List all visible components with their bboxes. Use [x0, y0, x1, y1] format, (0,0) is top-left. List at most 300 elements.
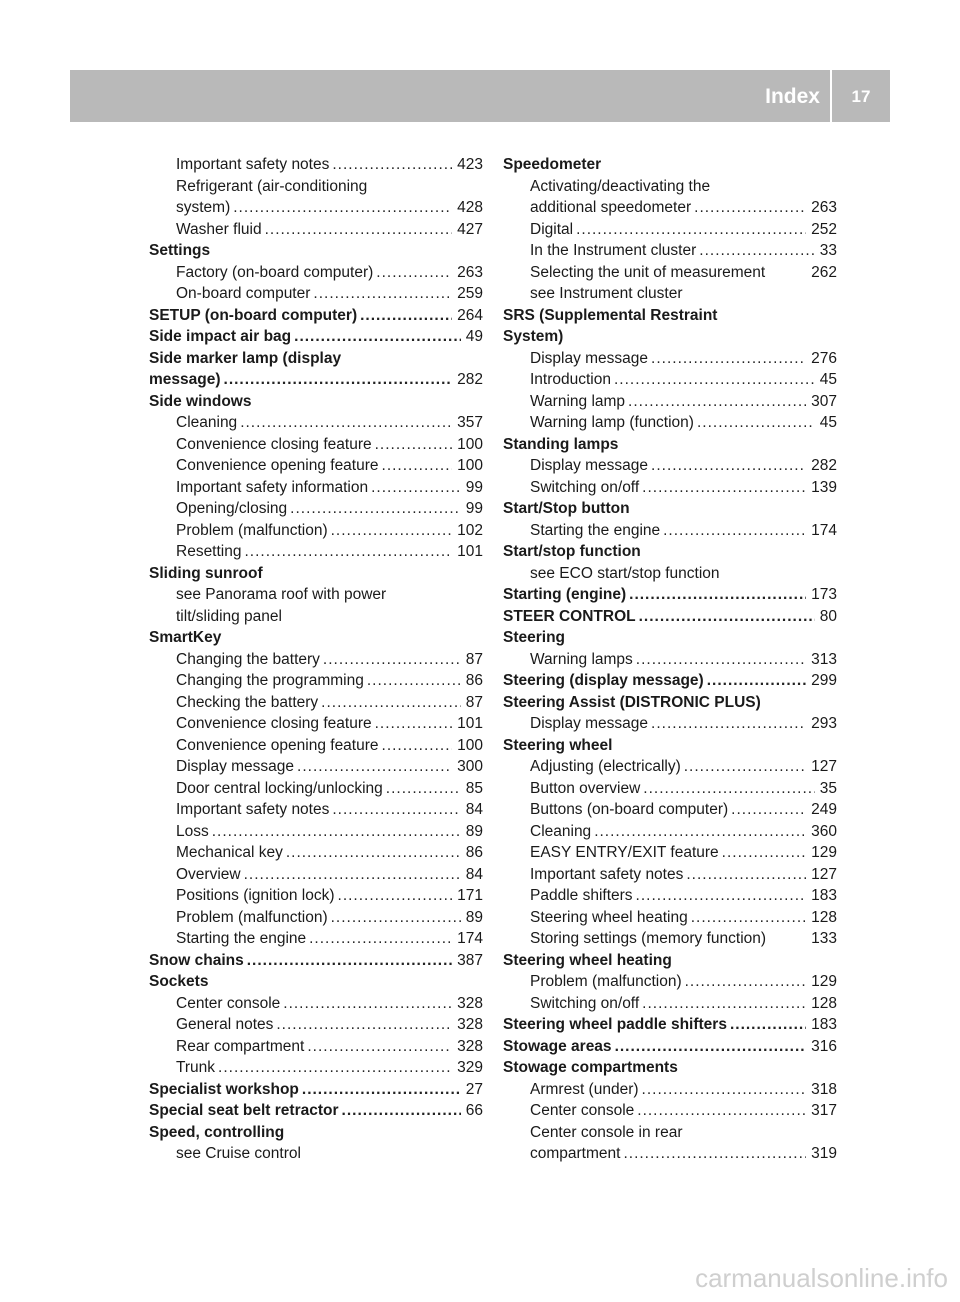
index-entry-page: 133: [811, 930, 837, 947]
index-entry-label: Center console in rear: [530, 1123, 683, 1141]
index-entry-page: 328: [457, 1016, 483, 1033]
index-entry-label: Buttons (on-board computer): [530, 801, 729, 818]
index-entry-label: Convenience closing feature: [176, 715, 372, 732]
index-entry-page: 262: [811, 263, 837, 281]
index-entry: [503, 1100, 837, 1122]
index-entry-label: Steering wheel: [503, 736, 613, 754]
dot-leader: [331, 520, 453, 542]
index-entry-page: 174: [457, 930, 483, 947]
dot-leader: [651, 455, 806, 477]
index-entry-label: Mechanical key: [176, 844, 283, 861]
dot-leader: [651, 713, 806, 735]
index-entry-label: Introduction: [530, 371, 611, 388]
index-entry-label: Switching on/off: [530, 994, 640, 1012]
index-entry: [503, 1079, 837, 1101]
index-entry-page: 129: [811, 973, 837, 990]
index-entry-page: 387: [457, 951, 483, 969]
index-entry-label: Starting the engine: [530, 521, 661, 539]
index-entry-label: Selecting the unit of measurement: [530, 263, 766, 281]
index-entry-label: Start/Stop button: [503, 500, 630, 517]
index-entry-page: 101: [457, 715, 483, 732]
index-entry-label: Changing the programming: [176, 672, 364, 689]
index-entry: [149, 283, 483, 305]
index-entry-label: STEER CONTROL: [503, 607, 636, 625]
index-entry: [149, 1143, 483, 1165]
dot-leader: [233, 197, 452, 219]
page-number: 17: [851, 87, 871, 106]
dot-leader: [707, 670, 806, 692]
index-entry-label: Convenience closing feature: [176, 435, 372, 453]
index-entry-page: 259: [457, 285, 483, 302]
dot-leader: [321, 692, 461, 714]
index-entry: [503, 176, 837, 198]
dot-leader: [636, 649, 806, 671]
index-entry: [149, 584, 483, 606]
index-entry-page: 328: [457, 1037, 483, 1055]
index-entry-label: Steering (display message): [503, 672, 704, 689]
index-entry: [149, 928, 483, 950]
index-entry: [149, 498, 483, 520]
index-entry: [503, 778, 837, 800]
index-entry: [503, 885, 837, 907]
index-entry-label: Important safety notes: [176, 156, 330, 173]
index-entry-page: 45: [819, 414, 837, 431]
index-entry-page: 139: [811, 478, 837, 496]
index-entry: [149, 563, 483, 585]
index-entry-label: In the Instrument cluster: [530, 242, 697, 259]
dot-leader: [628, 391, 806, 413]
index-entry-label: Checking the battery: [176, 693, 319, 711]
index-entry-page: 86: [465, 672, 483, 689]
index-entry-label: Sliding sunroof: [149, 564, 263, 582]
page-header-bar: [70, 70, 890, 122]
index-entry: [149, 369, 483, 391]
index-entry-page: 276: [811, 349, 837, 367]
index-entry-page: 86: [465, 844, 483, 861]
index-entry: [149, 455, 483, 477]
index-entry-label: Switching on/off: [530, 478, 640, 496]
index-entry-label: Problem (malfunction): [530, 973, 682, 990]
dot-leader: [212, 821, 461, 843]
index-entry-label: Cleaning: [530, 822, 592, 840]
index-entry-label: Start/stop function: [503, 543, 641, 560]
index-entry-page: 101: [457, 543, 483, 560]
index-entry-page: 87: [465, 693, 483, 711]
watermark: carmanualsonline.info: [695, 1263, 948, 1293]
index-entry: [149, 864, 483, 886]
index-entry-label: Center console: [530, 1102, 635, 1119]
dot-leader: [643, 778, 814, 800]
index-entry-label: Warning lamp (function): [530, 414, 694, 431]
index-entry-label: Loss: [176, 822, 209, 840]
index-entry-label: see Instrument cluster: [530, 285, 683, 302]
index-entry-page: 99: [465, 500, 483, 517]
index-entry-label: EASY ENTRY/EXIT feature: [530, 844, 719, 861]
index-entry: [503, 477, 837, 499]
dot-leader: [691, 907, 806, 929]
index-entry-page: 87: [465, 650, 483, 668]
dot-leader: [685, 971, 807, 993]
index-entry: [149, 391, 483, 413]
index-entry-label: Display message: [530, 349, 649, 367]
dot-leader: [642, 1079, 807, 1101]
index-entry-page: 317: [811, 1102, 837, 1119]
index-entry: [149, 240, 483, 262]
index-entry-label: Starting the engine: [176, 930, 307, 947]
index-entry-label: Refrigerant (air-conditioning: [176, 177, 368, 195]
index-entry-page: 307: [811, 392, 837, 410]
index-entry: [503, 563, 837, 585]
index-entry-label: Paddle shifters: [530, 887, 633, 904]
dot-leader: [313, 283, 452, 305]
dot-leader: [637, 1100, 806, 1122]
index-entry-label: Activating/deactivating the: [530, 177, 711, 195]
index-entry: [149, 907, 483, 929]
index-entry: [503, 1057, 837, 1079]
index-entry-label: Door central locking/unlocking: [176, 779, 383, 797]
index-entry-label: Snow chains: [149, 951, 244, 969]
index-entry-label: Convenience opening feature: [176, 736, 379, 754]
dot-leader: [375, 434, 453, 456]
dot-leader: [244, 541, 452, 563]
dot-leader: [240, 412, 452, 434]
index-entry-label: Problem (malfunction): [176, 521, 328, 539]
index-entry: [503, 348, 837, 370]
index-entry: [149, 627, 483, 649]
index-entry-label: Speedometer: [503, 156, 602, 173]
index-entry-page: 183: [811, 1016, 837, 1033]
index-entry-page: 427: [457, 220, 483, 238]
index-entry-label: Stowage compartments: [503, 1059, 678, 1076]
dot-leader: [338, 885, 453, 907]
dot-leader: [694, 197, 806, 219]
index-entry: [149, 692, 483, 714]
index-entry-label: Convenience opening feature: [176, 457, 379, 474]
index-entry-label: Digital: [530, 220, 574, 238]
dot-leader: [684, 756, 806, 778]
dot-leader: [686, 864, 806, 886]
index-entry: [503, 541, 837, 563]
index-entry-label: Warning lamps: [530, 650, 633, 668]
index-entry-label: see Panorama roof with power: [176, 586, 387, 603]
index-entry: [503, 369, 837, 391]
index-entry-page: 84: [465, 801, 483, 818]
index-entry: [503, 1036, 837, 1058]
index-entry-label: Side windows: [149, 392, 252, 410]
index-entry: [149, 176, 483, 198]
index-entry: [503, 842, 837, 864]
index-entry: [503, 154, 837, 176]
index-entry: [503, 606, 837, 628]
index-entry: [149, 197, 483, 219]
index-entry-label: Steering: [503, 629, 566, 646]
index-entry: [149, 971, 483, 993]
index-entry-label: Adjusting (electrically): [530, 758, 681, 775]
index-entry: [503, 649, 837, 671]
index-entry-label: additional speedometer: [530, 199, 692, 216]
index-entry-page: 99: [465, 478, 483, 496]
index-entry-label: Button overview: [530, 779, 641, 797]
index-entry: [149, 821, 483, 843]
dot-leader: [663, 520, 806, 542]
index-entry: [503, 283, 837, 305]
dot-leader: [342, 1100, 461, 1122]
index-entry-label: Important safety notes: [530, 865, 684, 883]
index-entry-label: Steering wheel heating: [503, 951, 672, 969]
dot-leader: [731, 799, 806, 821]
index-entry-label: Opening/closing: [176, 500, 288, 517]
index-entry: [149, 520, 483, 542]
dot-leader: [382, 455, 453, 477]
index-entry-label: Problem (malfunction): [176, 908, 328, 926]
index-entry-page: 128: [811, 908, 837, 926]
index-entry: [149, 713, 483, 735]
dot-leader: [615, 1036, 807, 1058]
index-entry-page: 313: [811, 650, 837, 668]
index-entry-label: system): [176, 199, 231, 216]
index-entry: [149, 1079, 483, 1101]
index-entry-label: General notes: [176, 1016, 274, 1033]
index-entry-page: 360: [811, 822, 837, 840]
dot-leader: [290, 498, 461, 520]
dot-leader: [642, 477, 806, 499]
index-entry: [149, 799, 483, 821]
index-entry: [149, 348, 483, 370]
index-entry-label: Cleaning: [176, 414, 238, 431]
index-entry-page: 173: [811, 586, 837, 603]
index-entry-page: 128: [811, 994, 837, 1012]
index-entry-label: Overview: [176, 865, 241, 883]
dot-leader: [286, 842, 461, 864]
index-entry: [503, 197, 837, 219]
index-entry-label: Steering Assist (DISTRONIC PLUS): [503, 693, 761, 711]
index-entry: [149, 262, 483, 284]
index-entry-label: Stowage areas: [503, 1037, 612, 1055]
dot-leader: [332, 154, 452, 176]
index-entry-page: 299: [811, 672, 837, 689]
index-entry-label: see Cruise control: [176, 1145, 301, 1162]
index-entry-label: System): [503, 328, 564, 345]
index-entry-label: Starting (engine): [503, 586, 627, 603]
index-entry: [149, 842, 483, 864]
index-entry-label: message): [149, 371, 221, 388]
index-entry-label: Trunk: [176, 1059, 216, 1076]
index-entry: [149, 885, 483, 907]
dot-leader: [614, 369, 815, 391]
index-entry-label: Center console: [176, 994, 281, 1012]
index-entry-label: Rear compartment: [176, 1037, 305, 1055]
dot-leader: [382, 735, 453, 757]
dot-leader: [730, 1014, 806, 1036]
index-entry: [149, 1014, 483, 1036]
index-entry: [503, 391, 837, 413]
index-entry: [503, 692, 837, 714]
index-entry: [503, 240, 837, 262]
index-entry-page: 428: [457, 199, 483, 216]
index-entry-label: Display message: [176, 758, 295, 775]
index-entry-page: 45: [819, 371, 837, 388]
index-entry-page: 129: [811, 844, 837, 861]
index-entry-label: SETUP (on-board computer): [149, 306, 358, 324]
index-entry-page: 174: [811, 521, 837, 539]
index-entry-label: Special seat belt retractor: [149, 1102, 339, 1119]
index-entry-page: 85: [465, 779, 483, 797]
index-entry-page: 35: [819, 779, 837, 797]
dot-leader: [697, 412, 815, 434]
dot-leader: [642, 993, 806, 1015]
index-entry: [503, 584, 837, 606]
index-entry-page: 293: [811, 715, 837, 732]
dot-leader: [360, 305, 452, 327]
index-entry: [149, 649, 483, 671]
index-entry: [503, 455, 837, 477]
index-entry-page: 264: [457, 306, 483, 324]
index-entry: [503, 735, 837, 757]
index-entry: [149, 756, 483, 778]
index-entry-label: Display message: [530, 715, 649, 732]
index-entry-page: 328: [457, 994, 483, 1012]
dot-leader: [651, 348, 806, 370]
dot-leader: [639, 606, 815, 628]
dot-leader: [302, 1079, 461, 1101]
index-entry-page: 127: [811, 758, 837, 775]
index-entry: [149, 670, 483, 692]
index-entry-label: Specialist workshop: [149, 1080, 299, 1098]
index-entry: [149, 606, 483, 628]
index-entry-page: 84: [465, 865, 483, 883]
index-entry-page: 282: [811, 457, 837, 474]
index-entry: [149, 305, 483, 327]
index-entry-page: 318: [811, 1080, 837, 1098]
index-entry-label: Side impact air bag: [149, 328, 292, 345]
dot-leader: [309, 928, 452, 950]
index-entry-page: 183: [811, 887, 837, 904]
dot-leader: [297, 756, 452, 778]
index-entry-page: 319: [811, 1145, 837, 1162]
index-entry-page: 357: [457, 414, 483, 431]
index-entry: [503, 412, 837, 434]
index-entry-page: 263: [457, 263, 483, 281]
dot-leader: [265, 219, 453, 241]
dot-leader: [307, 1036, 452, 1058]
index-entry: [503, 670, 837, 692]
index-entry-page: 100: [457, 435, 483, 453]
index-entry: [503, 799, 837, 821]
dot-leader: [375, 713, 453, 735]
index-entry-page: 27: [465, 1080, 483, 1098]
index-entry-label: Steering wheel paddle shifters: [503, 1016, 727, 1033]
dot-leader: [594, 821, 806, 843]
dot-leader: [283, 993, 452, 1015]
dot-leader: [623, 1143, 806, 1165]
index-entry: [503, 950, 837, 972]
index-entry: [503, 1014, 837, 1036]
index-entry: [149, 778, 483, 800]
index-entry-label: Settings: [149, 242, 211, 259]
index-entry-label: Important safety information: [176, 478, 369, 496]
index-entry-page: 127: [811, 865, 837, 883]
index-entry-page: 252: [811, 220, 837, 238]
index-entry-label: Washer fluid: [176, 220, 262, 238]
index-entry: [503, 219, 837, 241]
index-entry: [503, 1143, 837, 1165]
index-entry-page: 66: [465, 1102, 483, 1119]
index-entry: [149, 541, 483, 563]
index-entry-page: 263: [811, 199, 837, 216]
index-entry-label: Armrest (under): [530, 1080, 639, 1098]
index-entry-page: 249: [811, 801, 837, 818]
index-entry-label: SRS (Supplemental Restraint: [503, 306, 718, 324]
index-entry: [149, 477, 483, 499]
index-entry: [149, 735, 483, 757]
index-entry-page: 300: [457, 758, 483, 775]
index-entry-label: Speed, controlling: [149, 1123, 285, 1141]
dot-leader: [699, 240, 814, 262]
header-title: Index: [765, 85, 820, 108]
dot-leader: [247, 950, 452, 972]
index-entry: [503, 1122, 837, 1144]
index-entry: [149, 1122, 483, 1144]
index-entry: [503, 993, 837, 1015]
index-entry: [503, 907, 837, 929]
index-entry-label: tilt/sliding panel: [176, 607, 282, 625]
index-entry-label: Factory (on-board computer): [176, 263, 374, 281]
index-entry: [149, 154, 483, 176]
index-entry: [503, 262, 837, 284]
index-entry: [503, 821, 837, 843]
index-entry: [149, 950, 483, 972]
index-entry-label: Resetting: [176, 543, 242, 560]
index-entry: [503, 756, 837, 778]
index-entry: [503, 627, 837, 649]
dot-leader: [629, 584, 806, 606]
index-column-left: [149, 154, 483, 1165]
dot-leader: [386, 778, 461, 800]
index-entry-label: Warning lamp: [530, 392, 626, 410]
index-entry-page: 423: [457, 156, 483, 173]
index-entry-label: Sockets: [149, 973, 209, 990]
index-entry: [149, 1100, 483, 1122]
index-entry: [503, 305, 837, 327]
index-entry: [503, 434, 837, 456]
index-entry: [503, 713, 837, 735]
index-entry: [149, 326, 483, 348]
dot-leader: [332, 799, 460, 821]
dot-leader: [376, 262, 452, 284]
index-entry-label: Display message: [530, 457, 649, 474]
index-entry: [503, 864, 837, 886]
index-entry: [149, 993, 483, 1015]
index-entry-label: Important safety notes: [176, 801, 330, 818]
index-entry-label: Side marker lamp (display: [149, 349, 342, 367]
index-entry-label: Standing lamps: [503, 435, 619, 453]
index-entry-page: 100: [457, 736, 483, 754]
dot-leader: [371, 477, 461, 499]
index-entry-page: 171: [457, 887, 483, 904]
dot-leader: [224, 369, 453, 391]
index-entry-page: 102: [457, 521, 483, 539]
index-entry: [149, 1036, 483, 1058]
index-entry-label: On-board computer: [176, 285, 311, 302]
dot-leader: [323, 649, 461, 671]
index-entry: [149, 219, 483, 241]
dot-leader: [331, 907, 461, 929]
index-entry-page: 33: [819, 242, 837, 259]
dot-leader: [722, 842, 806, 864]
index-entry: [503, 326, 837, 348]
index-entry-page: 80: [819, 607, 837, 625]
index-entry-label: Positions (ignition lock): [176, 887, 335, 904]
